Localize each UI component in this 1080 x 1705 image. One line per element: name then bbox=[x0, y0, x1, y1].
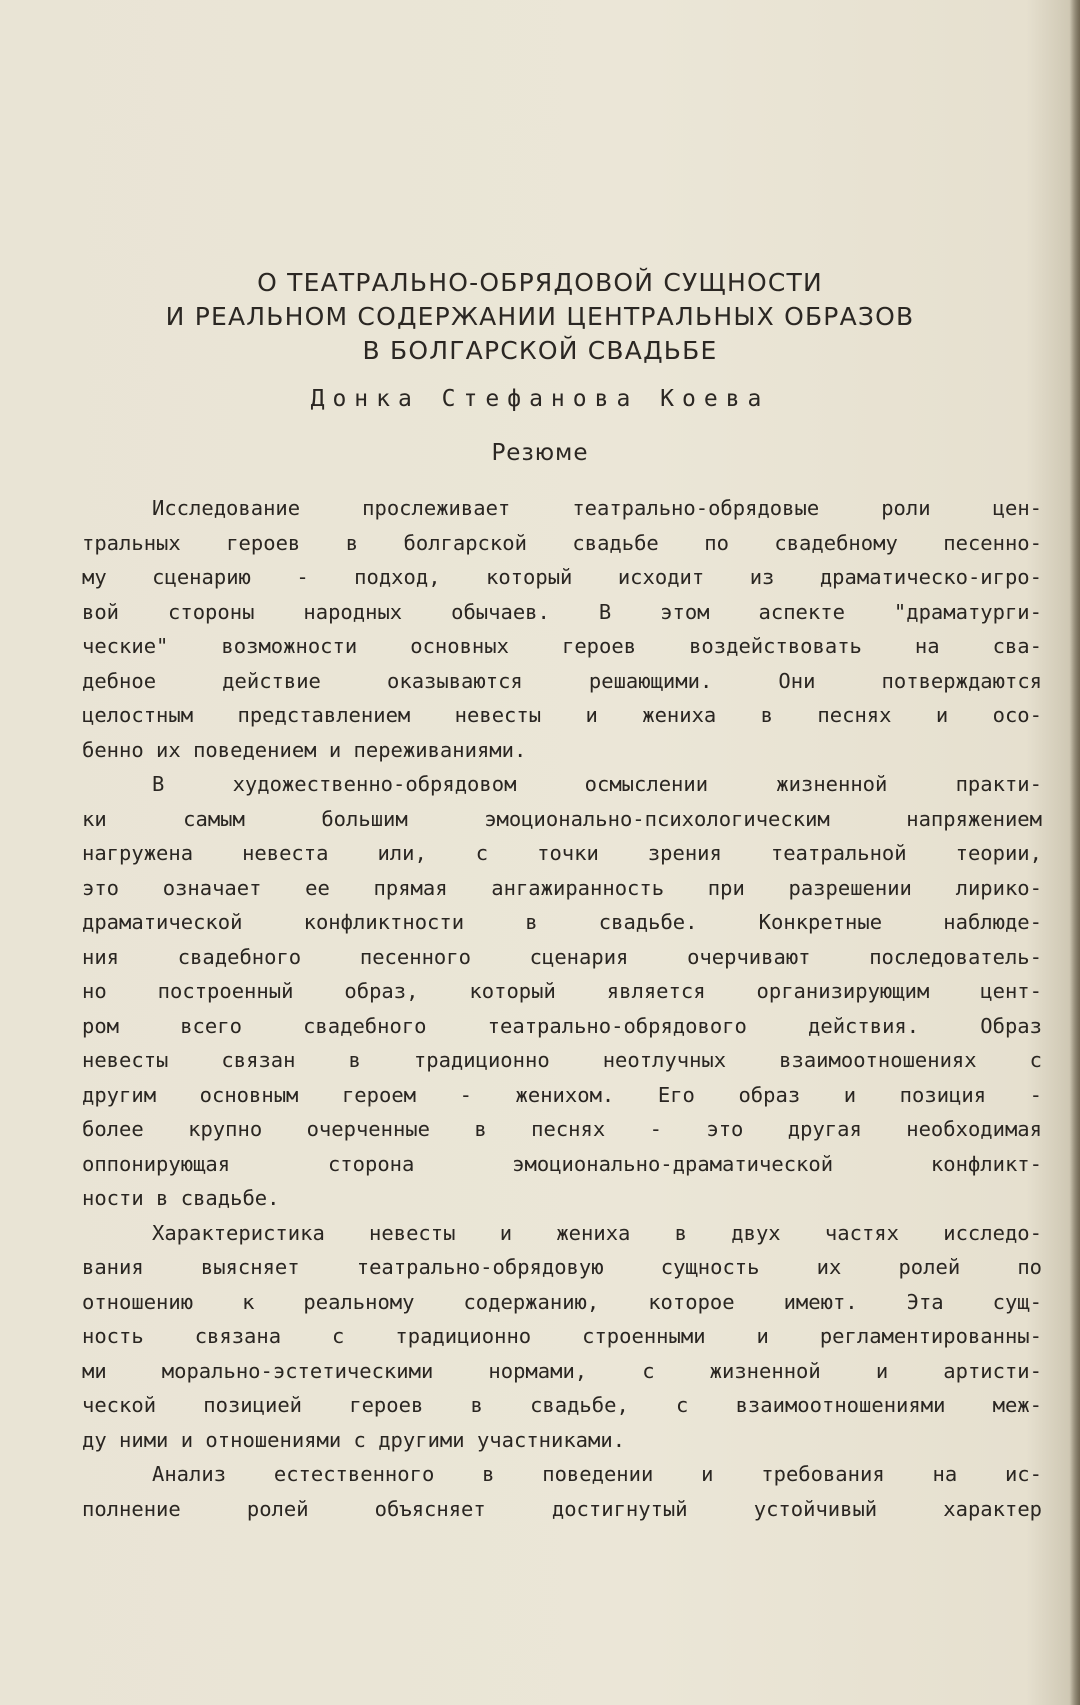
text-line: Характеристика невесты и жениха в двух частях исследо- bbox=[152, 1220, 1042, 1245]
title-line: В БОЛГАРСКОЙ СВАДЬБЕ bbox=[362, 336, 718, 365]
text-line: му сценарию - подход, который исходит из драматическо-игро- bbox=[82, 565, 1042, 589]
document-title bbox=[0, 266, 1080, 368]
title-line: О ТЕАТРАЛЬНО-ОБРЯДОВОЙ СУЩНОСТИ bbox=[257, 268, 823, 297]
text-line: невесты связан в традиционно неотлучных взаимоотношениях с bbox=[82, 1048, 1042, 1072]
text-line: ческие" возможности основных героев воздействовать на сва- bbox=[82, 634, 1042, 658]
text-line: оппонирующая сторона эмоционально-драматической конфликт- bbox=[82, 1151, 1042, 1176]
text-line: ческой позицией героев в свадьбе, с взаимоотношениями меж- bbox=[82, 1393, 1042, 1417]
text-line: бенно их поведением и переживаниями. bbox=[82, 737, 527, 762]
text-line: нагружена невеста или, с точки зрения театральной теории, bbox=[82, 841, 1042, 865]
text-line: ности в свадьбе. bbox=[82, 1186, 280, 1210]
section-heading: Резюме bbox=[491, 440, 589, 466]
title-line: И РЕАЛЬНОМ СОДЕРЖАНИИ ЦЕНТРАЛЬНЫХ ОБРАЗОВ bbox=[165, 302, 915, 331]
text-line: Анализ естественного в поведении и требования на ис- bbox=[152, 1462, 1042, 1486]
text-line: драматической конфликтности в свадьбе. Конкретные наблюде- bbox=[82, 910, 1042, 934]
text-line: но построенный образ, который является организирующим цент- bbox=[82, 979, 1042, 1003]
text-line: дебное действие оказываются решающими. Они потверждаются bbox=[82, 668, 1042, 693]
text-line: другим основным героем - женихом. Его образ и позиция - bbox=[82, 1082, 1042, 1107]
text-line: Исследование прослеживает театрально-обрядовые роли цен- bbox=[152, 496, 1042, 520]
text-line: вания выясняет театрально-обрядовую сущность их ролей по bbox=[82, 1255, 1042, 1279]
summary-body bbox=[82, 491, 1042, 1526]
text-line: ния свадебного песенного сценария очерчивают последователь- bbox=[82, 944, 1042, 969]
page-edge-shadow bbox=[1070, 0, 1080, 1705]
text-line: тральных героев в болгарской свадьбе по свадебному песенно- bbox=[82, 530, 1042, 555]
text-line: целостным представлением невесты и жениха в песнях и осо- bbox=[82, 703, 1042, 727]
text-line: В художественно-обрядовом осмыслении жизненной практи- bbox=[152, 772, 1042, 796]
text-line: ду ними и отношениями с другими участниками. bbox=[82, 1427, 626, 1452]
text-line: более крупно очерченные в песнях - это другая необходимая bbox=[82, 1117, 1042, 1141]
text-line: это означает ее прямая ангажиранность при разрешении лирико- bbox=[82, 875, 1042, 900]
text-line: ми морально-эстетическими нормами, с жизненной и артисти- bbox=[82, 1358, 1042, 1383]
text-line: полнение ролей объясняет достигнутый устойчивый характер bbox=[82, 1496, 1042, 1521]
text-line: отношению к реальному содержанию, которое имеют. Эта сущ- bbox=[82, 1289, 1042, 1314]
text-line: ки самым большим эмоционально-психологическим напряжением bbox=[82, 806, 1042, 831]
text-line: ность связана с традиционно строенными и регламентированны- bbox=[82, 1324, 1042, 1348]
text-line: ром всего свадебного театрально-обрядового действия. Образ bbox=[82, 1013, 1042, 1038]
text-line: вой стороны народных обычаев. В этом аспекте "драматурги- bbox=[82, 599, 1042, 624]
author-name: Донка Стефанова Коева bbox=[310, 386, 770, 412]
